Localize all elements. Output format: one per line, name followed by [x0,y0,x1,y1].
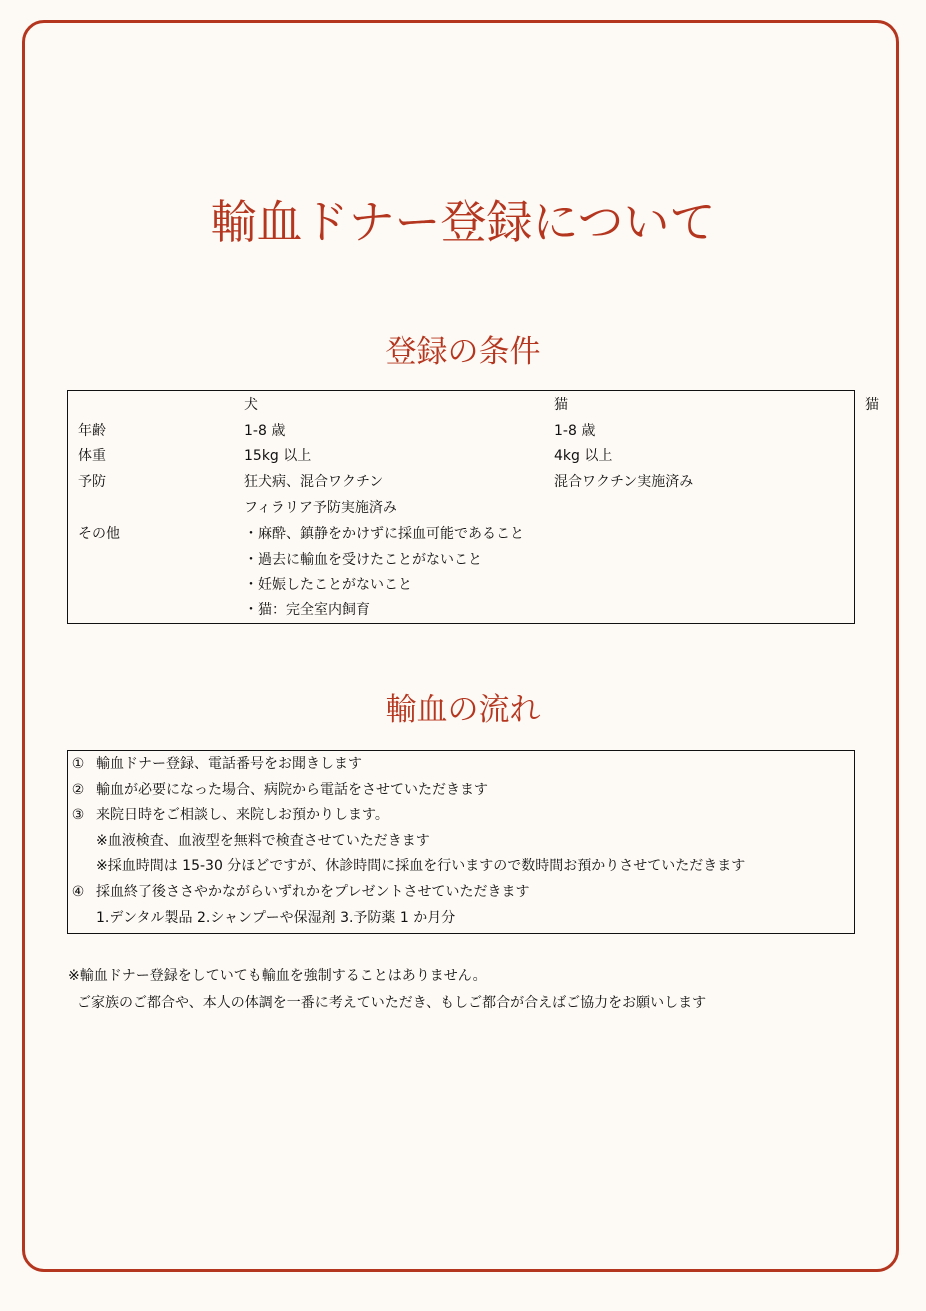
row-label: 年齢 [78,423,106,439]
step-text: 来院日時をご相談し、来院しお預かりします。 [96,807,389,823]
header-cell-dog: 犬 [244,397,258,413]
row-cat-value: 混合ワクチン実施済み [554,474,694,490]
row-dog-value: 1-8 歳 [244,423,286,439]
header-cell-cat: 猫 [554,397,568,413]
step-text: ※血液検査、血液型を無料で検査させていただきます [96,833,430,849]
step-number: ③ [71,807,85,823]
flow-heading: 輸血の流れ [385,692,541,728]
row-dog-value: ・麻酔、鎮静をかけずに採血可能であること [244,526,524,542]
row-dog-value: ・過去に輸血を受けたことがないこと [244,552,482,568]
page-title: 輸血ドナー登録について [210,195,716,249]
row-dog-value: 狂犬病、混合ワクチン [244,474,384,490]
step-text: 輸血ドナー登録、電話番号をお聞きします [96,756,362,772]
row-cat-value: 4kg 以上 [554,448,613,464]
step-number: ④ [71,884,85,900]
conditions-heading: 登録の条件 [385,334,541,370]
step-text: 輸血が必要になった場合、病院から電話をさせていただきます [96,782,488,798]
flow-box [67,750,855,934]
row-dog-value: フィラリア予防実施済み [244,500,397,516]
row-label: その他 [78,526,120,542]
step-number: ① [71,756,85,772]
step-number: ② [71,782,85,798]
step-text: ※採血時間は 15-30 分ほどですが、休診時間に採血を行いますので数時間お預かりさせていただきます [96,858,746,874]
row-cat-value: 1-8 歳 [554,423,596,439]
disclaimer-note: ※輸血ドナー登録をしていても輸血を強制することはありません。 [68,968,487,984]
row-label: 予防 [78,474,106,490]
row-label: 体重 [78,448,106,464]
conditions-table [67,390,855,624]
stray-cat-label: 猫 [865,397,879,413]
step-text: 1.デンタル製品 2.シャンプーや保湿剤 3.予防薬 1 か月分 [96,910,456,926]
row-dog-value: ・妊娠したことがないこと [244,577,412,593]
disclaimer-note-detail: ご家族のご都合や、本人の体調を一番に考えていただき、もしご都合が合えばご協力をお願いします [77,995,707,1011]
row-dog-value: ・猫：完全室内飼育 [244,602,370,618]
row-dog-value: 15kg 以上 [244,448,312,464]
step-text: 採血終了後ささやかながらいずれかをプレゼントさせていただきます [96,884,530,900]
